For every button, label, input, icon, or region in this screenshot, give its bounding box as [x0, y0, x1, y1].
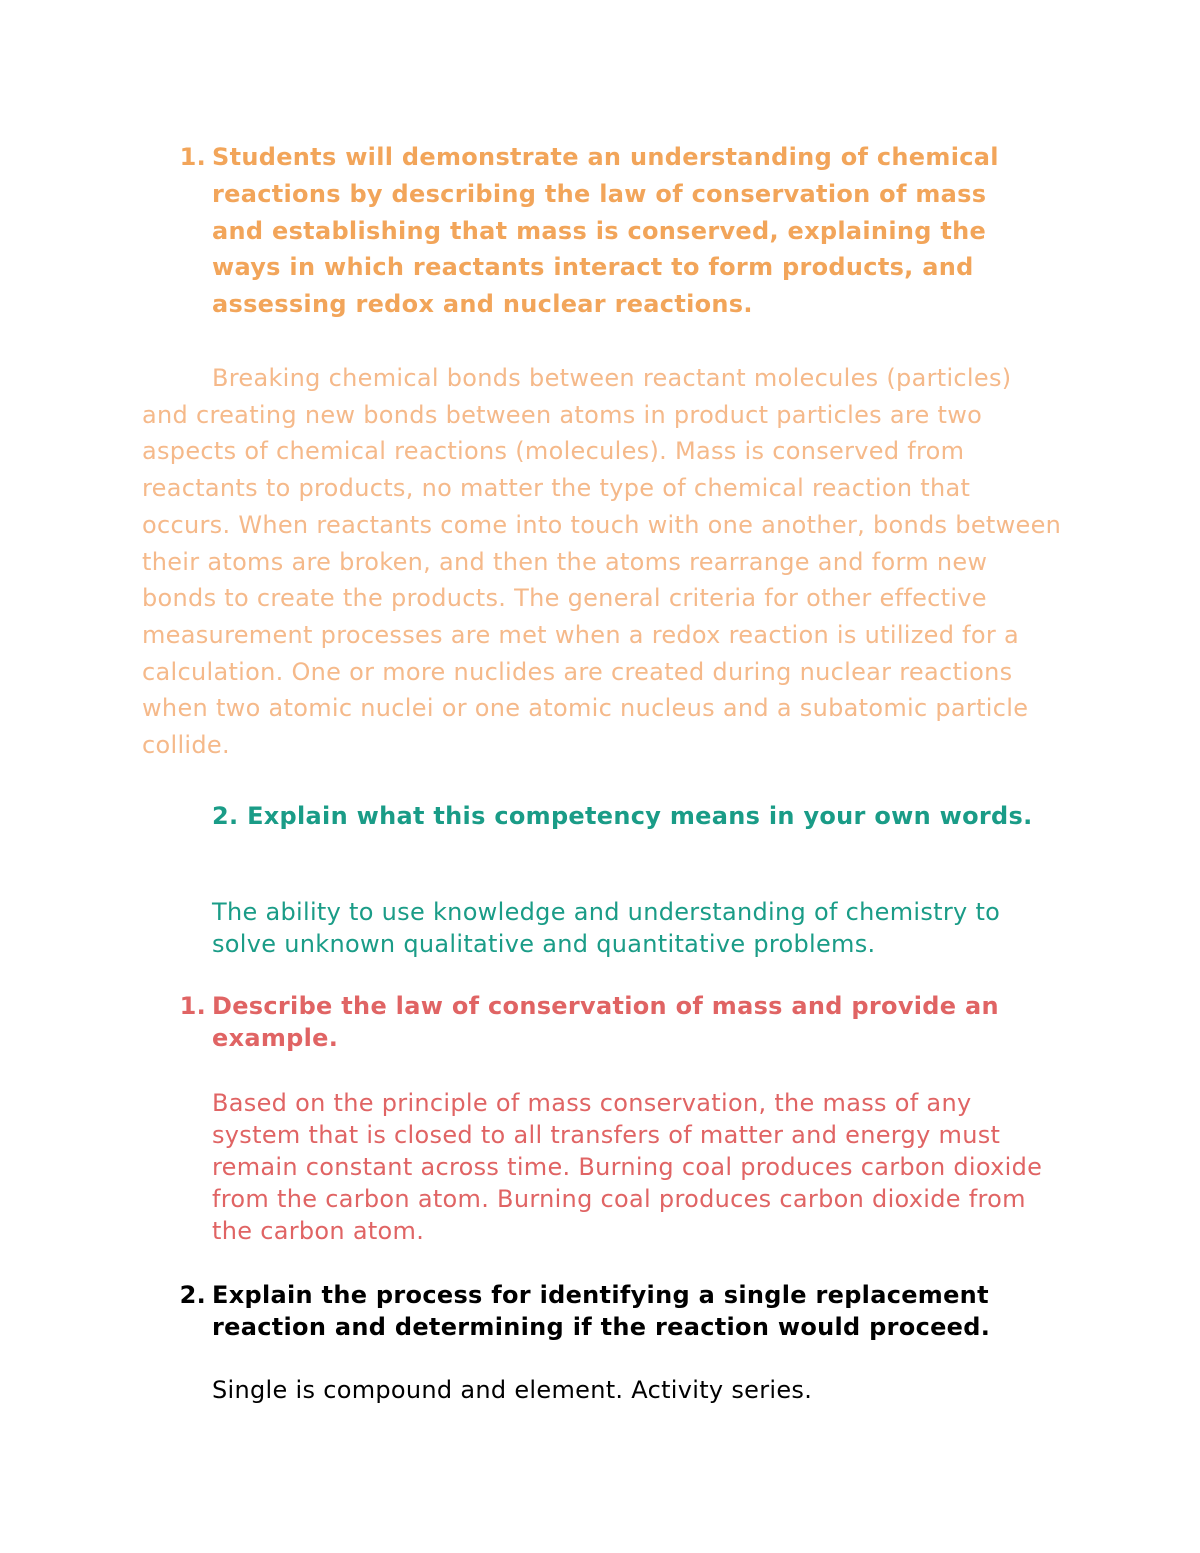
list-marker: 2.	[179, 1281, 206, 1309]
list-marker: 1.	[179, 992, 206, 1020]
answer-paragraph: Based on the principle of mass conservation, the mass of any system that is closed to all transfers of matter and energy must remain constant across time. Burning coal produces carbon dioxide from the carbon atom. Burning coal produces carbon dioxide from the carbon atom.	[212, 1089, 1043, 1245]
answer-paragraph: The ability to use knowledge and understanding of chemistry to solve unknown qualitative and quantitative problems.	[212, 898, 1001, 958]
list-marker: 1.	[179, 143, 206, 171]
question-heading: Explain the process for identifying a single replacement reaction and determining if the reaction would proceed.	[212, 1281, 991, 1341]
competency-paragraph-text: Breaking chemical bonds between reactant molecules (particles) and creating new bonds between atoms in product particles are two aspects of chemical reactions (molecules). Mass is conserved from reactants to products, no matter the type of chemical reaction that occurs. When reactants come into touch with one another, bonds between their atoms are broken, and then the atoms rearrange and form new bonds to create the products. The general criteria for other effective measurement processes are met when a redox reaction is utilized for a calculation. One or more nuclides are created during nuclear reactions when two atomic nuclei or one atomic nucleus and a subatomic particle collide.	[142, 364, 1062, 760]
competency-statement: Students will demonstrate an understanding of chemical reactions by describing the law of conservation of mass and establishing that mass is conserved, explaining the ways in which reactants interact to form products, and assessing redox and nuclear reactions.	[212, 143, 999, 319]
question-heading: 2. Explain what this competency means in your own words.	[212, 802, 1033, 830]
competency-paragraph	[142, 360, 1062, 764]
question-heading: Describe the law of conservation of mass and provide an example.	[212, 992, 999, 1052]
answer-paragraph: Single is compound and element. Activity series.	[212, 1376, 813, 1404]
